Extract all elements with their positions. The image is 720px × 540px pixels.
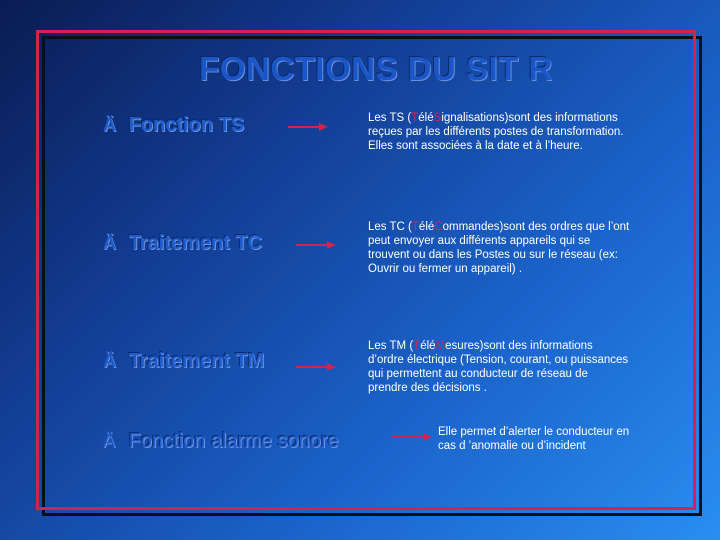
list-item-fonction-ts	[103, 114, 244, 137]
slide-title: FONCTIONS DU SIT R	[199, 50, 553, 87]
bullet-icon: Ä	[103, 431, 116, 451]
right-arrow-icon	[288, 122, 328, 132]
bullet-icon: Ä	[103, 351, 116, 371]
item-label: Traitement TM	[128, 350, 265, 372]
item-description: Les TC (TéléCommandes)sont des ordres que l’ont peut envoyer aux différents appareils qui se trouvent ou dans les Postes ou sur le réseau (ex: Ouvrir ou fermer un appareil) .	[368, 221, 630, 275]
item-label: Fonction alarme sonore	[128, 430, 339, 452]
item-label: Traitement TC	[128, 232, 262, 254]
right-arrow-icon	[392, 432, 432, 442]
bullet-icon: Ä	[103, 115, 116, 135]
list-item-fonction-alarme	[103, 430, 339, 453]
item-description: Les TM (TéléMesures)sont des informations d’ordre électrique (Tension, courant, ou puissances qui permettent au conducteur de réseau de prendre des décisions .	[368, 340, 629, 394]
bullet-icon: Ä	[103, 233, 116, 253]
list-item-traitement-tc	[103, 232, 262, 255]
item-label: Fonction TS	[128, 114, 245, 136]
item-description: Les TS (TéléSignalisations)sont des informations reçues par les différents postes de transformation. Elles sont associées à la date et à l’heure.	[368, 112, 624, 152]
item-description: Elle permet d’alerter le conducteur en cas d ’anomalie ou d’incident	[438, 426, 630, 452]
right-arrow-icon	[296, 362, 336, 372]
right-arrow-icon	[296, 240, 336, 250]
list-item-traitement-tm	[103, 350, 264, 373]
